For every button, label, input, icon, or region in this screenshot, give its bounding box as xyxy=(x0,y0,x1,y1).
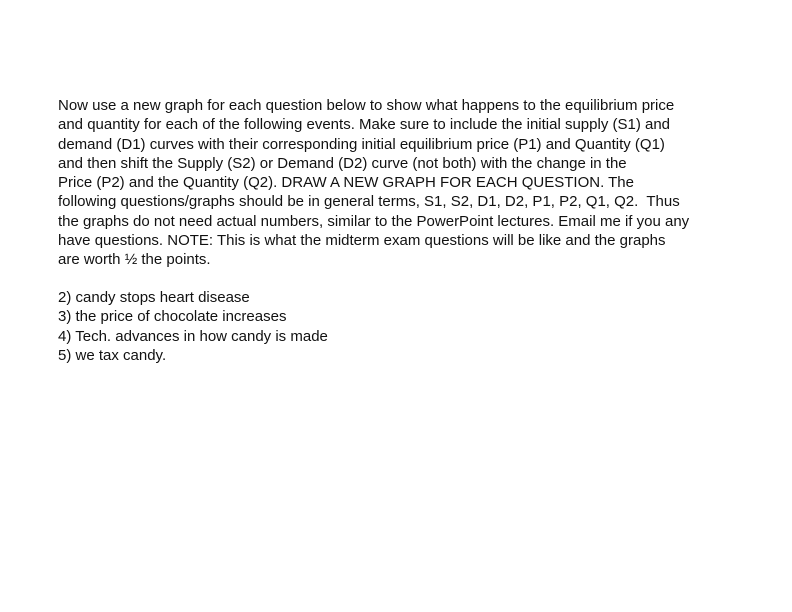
instructions-line: Now use a new graph for each question below to show what happens to the equilibrium price xyxy=(58,97,675,114)
instructions-line: demand (D1) curves with their corresponding initial equilibrium price (P1) and Quantity (Q1) xyxy=(58,135,665,153)
question-item-3: 3) the price of chocolate increases xyxy=(58,308,287,326)
instructions-line: and quantity for each of the following events. Make sure to include the initial supply (S1) and xyxy=(58,116,671,134)
instructions-line: are worth ½ the points. xyxy=(58,251,211,269)
question-item-2: 2) candy stops heart disease xyxy=(58,289,250,306)
instructions-paragraph xyxy=(58,96,748,270)
instructions-line: and then shift the Supply (S2) or Demand (D2) curve (not both) with the change in the xyxy=(58,154,627,172)
instructions-line: have questions. NOTE: This is what the midterm exam questions will be like and the graphs xyxy=(58,232,666,250)
question-item-5: 5) we tax candy. xyxy=(58,346,167,364)
question-list xyxy=(58,288,748,365)
instructions-line: following questions/graphs should be in general terms, S1, S2, D1, D2, P1, P2, Q1, Q2. Thus xyxy=(58,193,680,211)
instructions-line: Price (P2) and the Quantity (Q2). DRAW A NEW GRAPH FOR EACH QUESTION. The xyxy=(58,174,634,192)
instructions-line: the graphs do not need actual numbers, similar to the PowerPoint lectures. Email me if you any xyxy=(58,212,690,230)
question-item-4: 4) Tech. advances in how candy is made xyxy=(58,327,328,345)
